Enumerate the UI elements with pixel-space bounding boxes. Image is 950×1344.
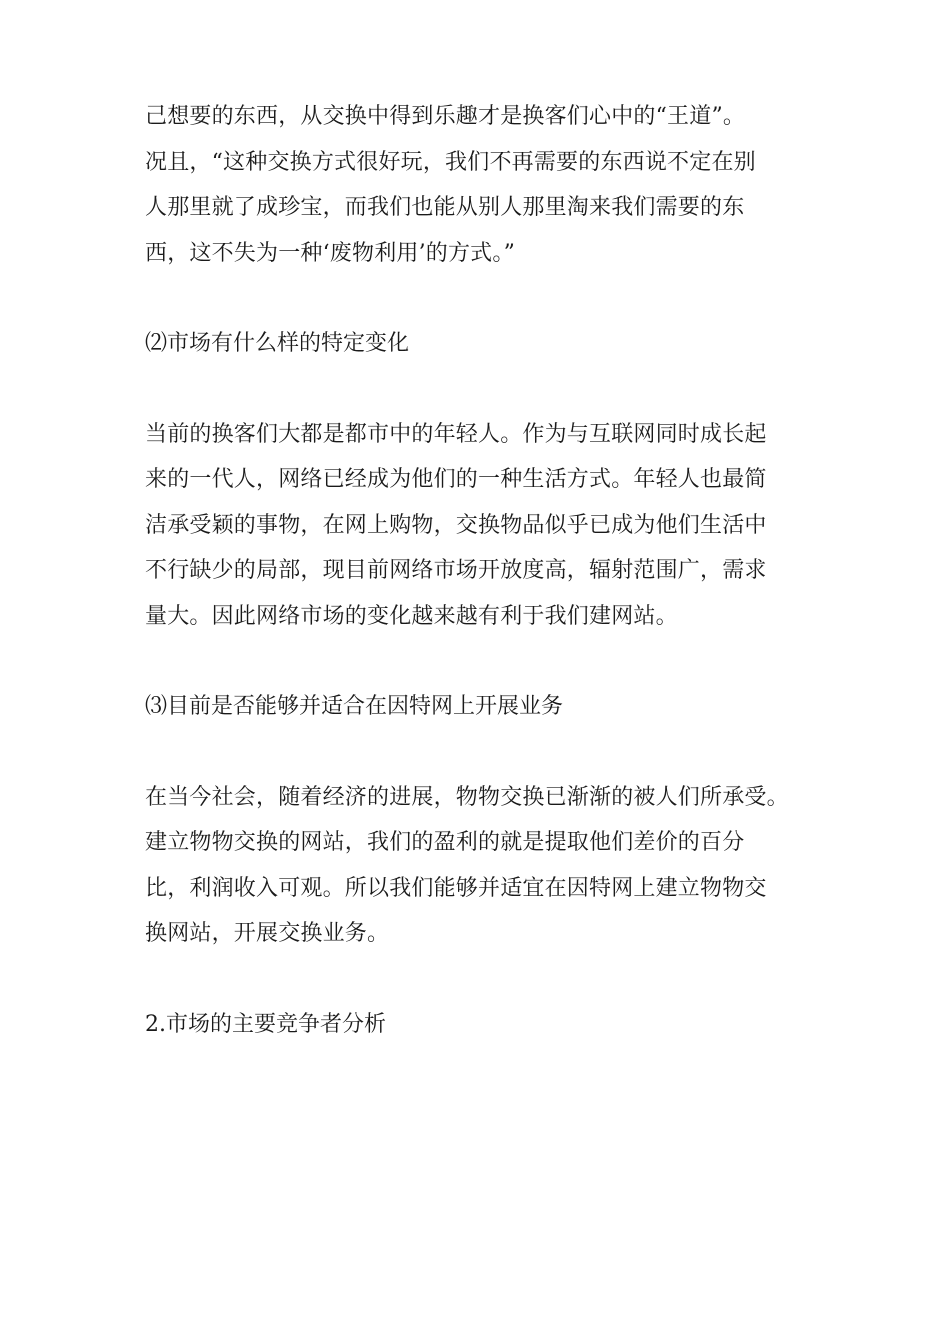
paragraph-line: 建立物物交换的网站，我们的盈利的就是提取他们差价的百分 [145, 830, 745, 855]
paragraph-line: 不行缺少的局部，现目前网络市场开放度高，辐射范围广，需求 [145, 558, 767, 583]
paragraph-line: 在当今社会，随着经济的进展，物物交换已渐渐的被人们所承受。 [145, 784, 789, 810]
paragraph-line: 况且，“这种交换方式很好玩，我们不再需要的东西说不定在别 [145, 149, 756, 175]
paragraph-spacer [145, 276, 820, 321]
section-heading-internet-business: ⑶目前是否能够并适合在因特网上开展业务 [145, 694, 564, 719]
paragraph-line: 换网站，开展交换业务。 [145, 921, 390, 946]
section-heading-competitor-analysis: 2.市场的主要竞争者分析 [145, 1011, 386, 1037]
paragraph-spacer [145, 730, 820, 775]
paragraph-line: 人那里就了成珍宝，而我们也能从别人那里淘来我们需要的东 [145, 195, 745, 220]
paragraph-barter-website [145, 775, 820, 957]
paragraph-spacer [145, 639, 820, 684]
paragraph-line: 当前的换客们大都是都市中的年轻人。作为与互联网同时成长起 [145, 421, 767, 447]
paragraph-line: 量大。因此网络市场的变化越来越有利于我们建网站。 [145, 603, 678, 629]
paragraph-line: 来的一代人，网络已经成为他们的一种生活方式。年轻人也最简 [145, 467, 767, 492]
paragraph-line: 洁承受颖的事物，在网上购物，交换物品似乎已成为他们生活中 [145, 512, 767, 538]
paragraph-exchange-fun [145, 94, 820, 276]
paragraph-line: 比，利润收入可观。所以我们能够并适宜在因特网上建立物物交 [145, 875, 767, 901]
paragraph-spacer [145, 957, 820, 1002]
section-heading-market-change: ⑵市场有什么样的特定变化 [145, 331, 410, 356]
paragraph-line: 西，这不失为一种‘废物利用’的方式。” [145, 240, 516, 266]
paragraph-line: 己想要的东西，从交换中得到乐趣才是换客们心中的“王道”。 [145, 104, 746, 129]
paragraph-young-users [145, 412, 820, 640]
document-body [145, 94, 820, 1047]
paragraph-spacer [145, 367, 820, 412]
